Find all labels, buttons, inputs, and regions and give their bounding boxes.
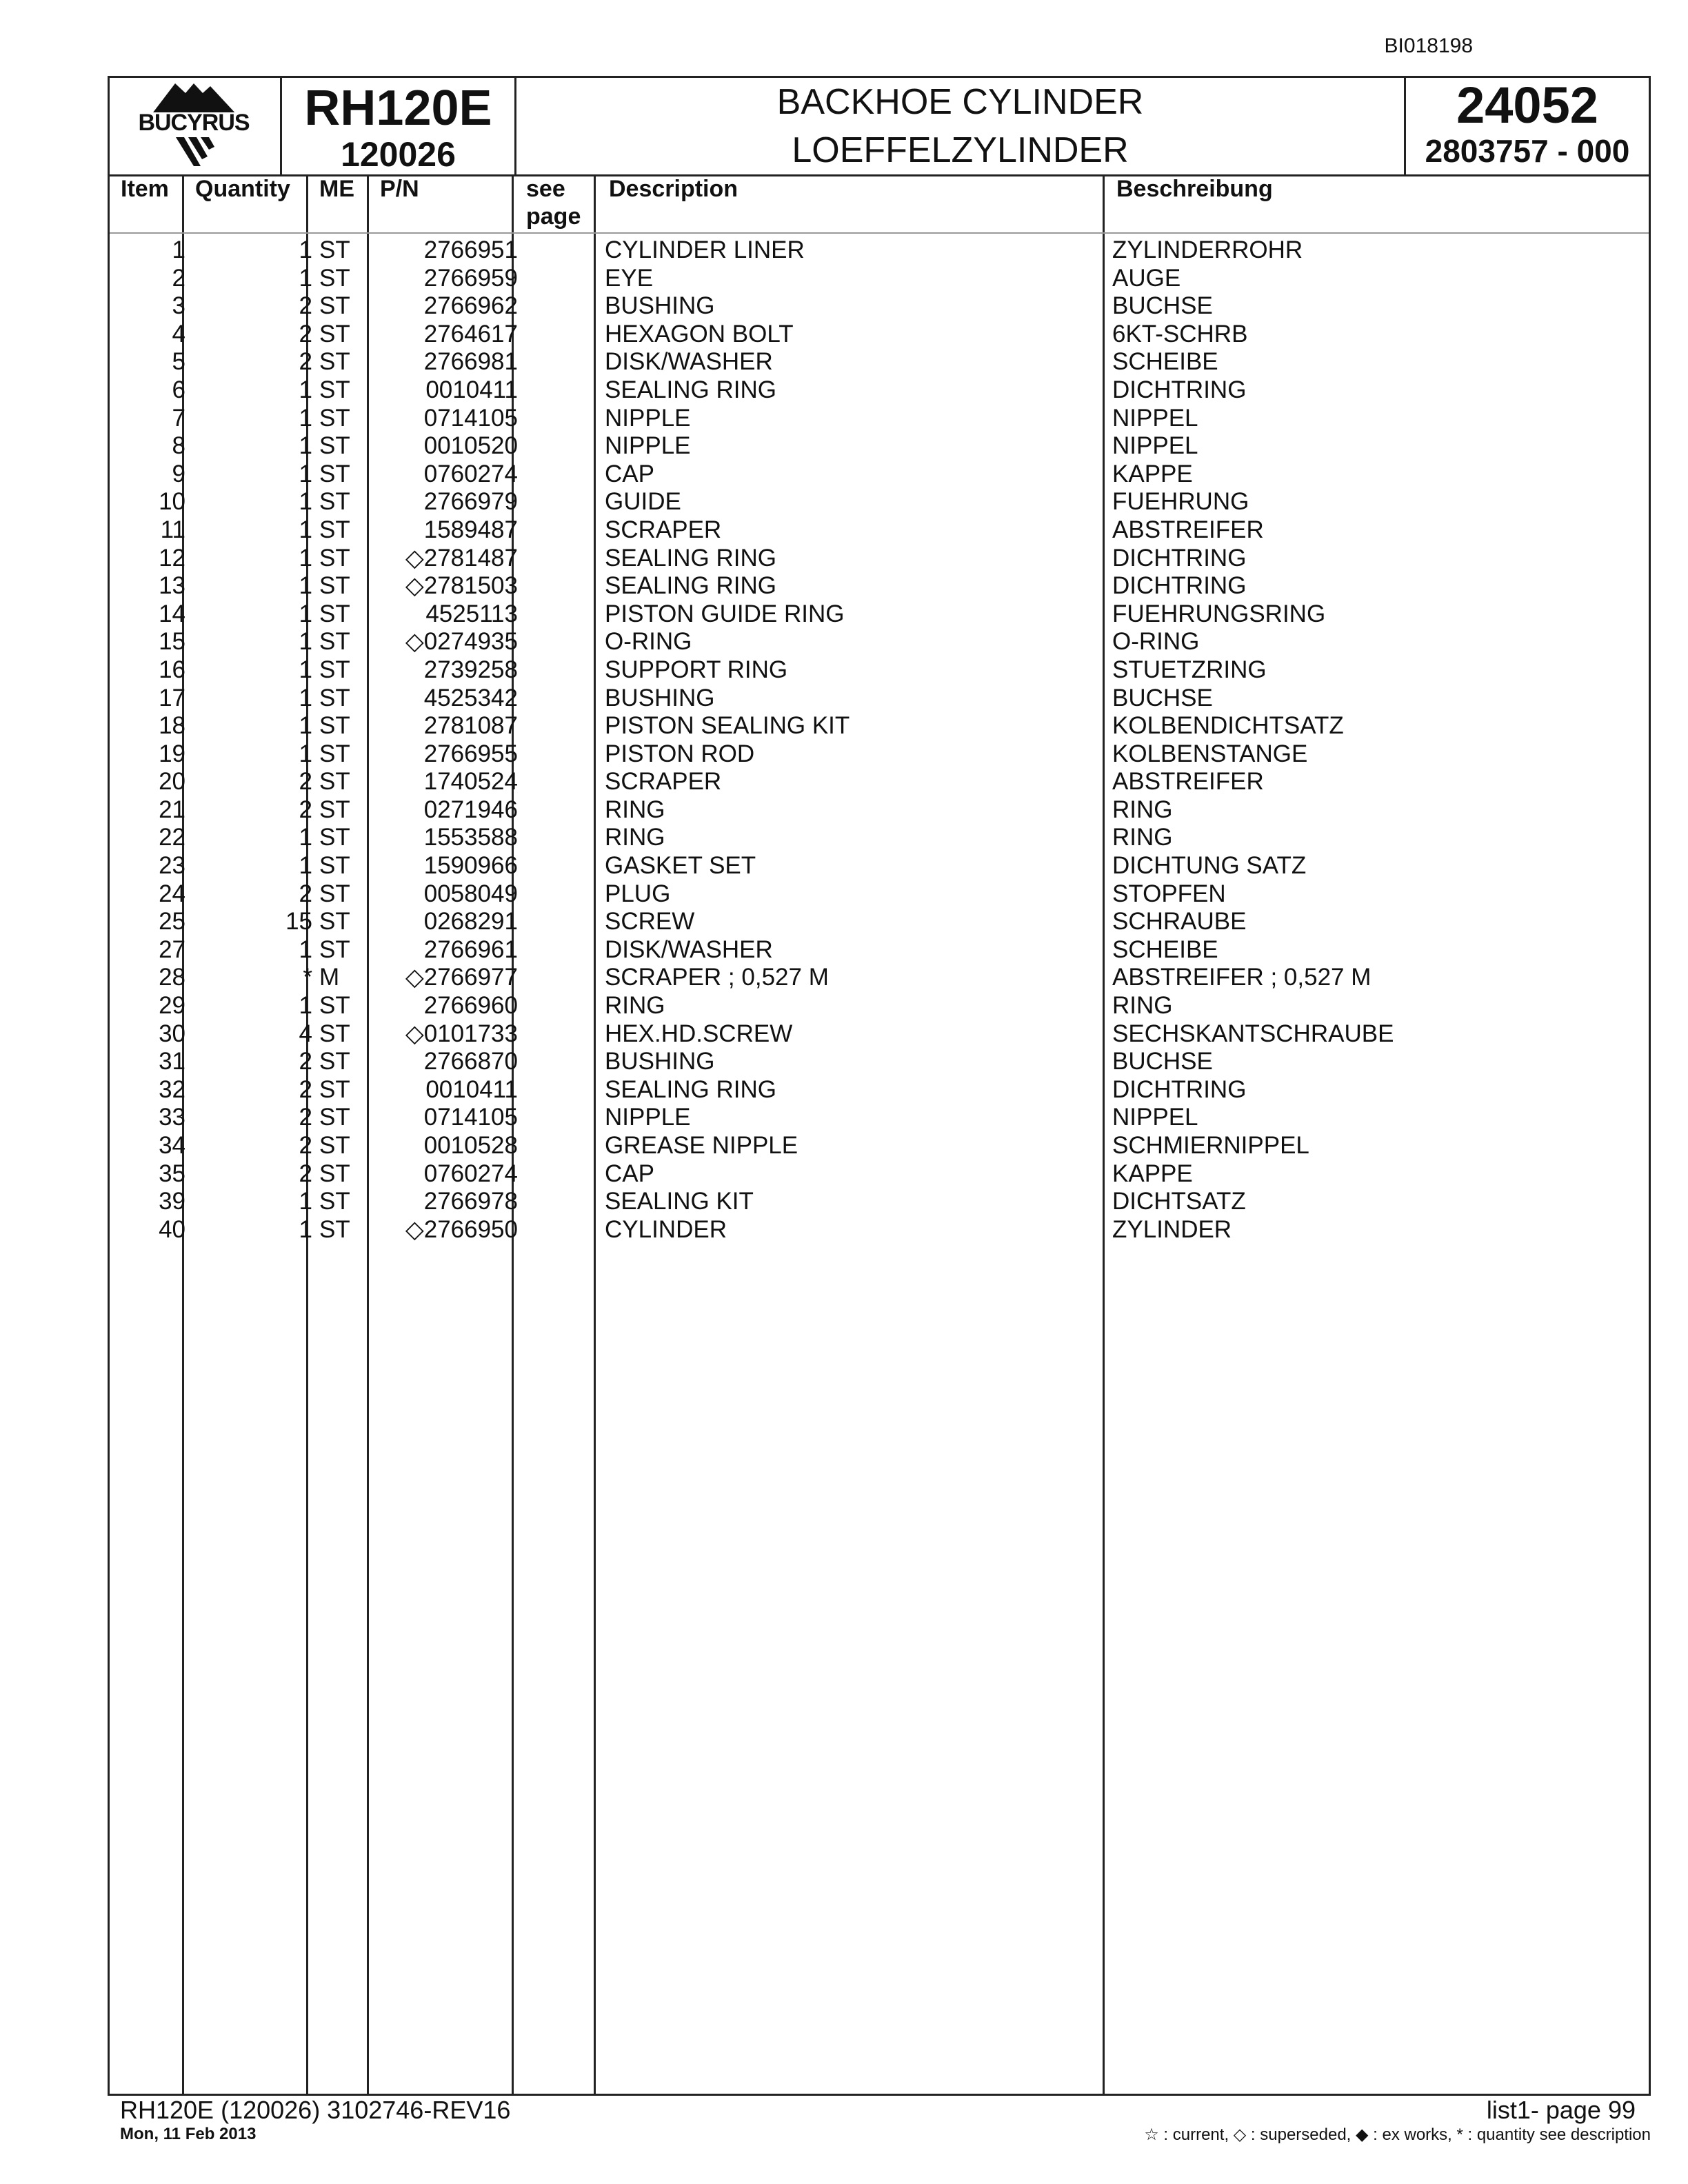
cell-quantity: 1: [299, 264, 312, 292]
header-pn: P/N: [380, 176, 419, 202]
cell-beschreibung: ZYLINDER: [1112, 1215, 1232, 1243]
table-row: [110, 461, 1649, 489]
table-row: [110, 572, 1649, 600]
cell-quantity: 1: [299, 600, 312, 627]
cell-beschreibung: DICHTRING: [1112, 1075, 1247, 1103]
cell-quantity: 2: [299, 880, 312, 907]
cell-part-number: 0714105: [423, 1104, 518, 1131]
cell-beschreibung: BUCHSE: [1112, 684, 1213, 711]
document-subnumber: 2803757 - 000: [1425, 133, 1630, 169]
cell-beschreibung: DICHTSATZ: [1112, 1188, 1246, 1215]
cell-part-number: ◇2766950: [405, 1215, 518, 1243]
table-row: [110, 321, 1649, 349]
cell-unit: ST: [319, 1188, 350, 1215]
footer-date: Mon, 11 Feb 2013: [120, 2125, 257, 2143]
cell-item-number: 15: [159, 628, 185, 656]
table-row: [110, 824, 1649, 852]
model-serial: 120026: [341, 135, 456, 174]
header-item: Item: [121, 176, 169, 202]
cell-item-number: 17: [159, 684, 185, 711]
cell-quantity: 2: [299, 1075, 312, 1103]
cell-quantity: 1: [299, 460, 312, 487]
cell-beschreibung: RING: [1112, 992, 1173, 1020]
cell-quantity: 2: [299, 348, 312, 376]
cell-beschreibung: ABSTREIFER: [1112, 516, 1264, 543]
cell-part-number: 1740524: [423, 768, 518, 796]
cell-part-number: 2766961: [423, 936, 518, 963]
table-row: [110, 656, 1649, 685]
cell-item-number: 27: [159, 936, 185, 963]
table-row: [110, 908, 1649, 936]
cell-beschreibung: BUCHSE: [1112, 1048, 1213, 1075]
cell-unit: ST: [319, 404, 350, 432]
cell-description: RING: [605, 824, 665, 851]
cell-item-number: 7: [172, 404, 185, 432]
cell-part-number: 2766981: [423, 348, 518, 376]
parts-list-frame: [108, 76, 1651, 2096]
cell-item-number: 33: [159, 1104, 185, 1131]
cell-item-number: 28: [159, 964, 185, 991]
table-row: [110, 768, 1649, 796]
cell-beschreibung: AUGE: [1112, 264, 1181, 292]
cell-part-number: ◇2781503: [405, 572, 518, 600]
cell-item-number: 8: [172, 432, 185, 460]
cell-beschreibung: SCHMIERNIPPEL: [1112, 1132, 1309, 1159]
cell-part-number: 4525113: [425, 600, 518, 627]
cell-item-number: 10: [159, 488, 185, 516]
cell-unit: ST: [319, 376, 350, 403]
cell-unit: ST: [319, 824, 350, 851]
cell-unit: ST: [319, 432, 350, 460]
cell-description: NIPPLE: [605, 432, 691, 460]
cell-description: SEALING KIT: [605, 1188, 754, 1215]
cell-quantity: 2: [299, 1132, 312, 1159]
cell-item-number: 25: [159, 908, 185, 936]
header-me: ME: [319, 176, 354, 202]
cell-unit: ST: [319, 628, 350, 656]
cell-description: GREASE NIPPLE: [605, 1132, 798, 1159]
bucyrus-logo: [110, 78, 282, 174]
cell-description: RING: [605, 796, 665, 823]
cell-unit: ST: [319, 572, 350, 600]
cell-part-number: 0010411: [425, 376, 518, 403]
cell-description: CAP: [605, 1160, 654, 1187]
cell-part-number: ◇2781487: [405, 544, 518, 572]
cell-unit: ST: [319, 264, 350, 292]
cell-beschreibung: DICHTUNG SATZ: [1112, 852, 1307, 880]
cell-part-number: 2781087: [423, 712, 518, 740]
cell-description: SUPPORT RING: [605, 656, 788, 683]
cell-beschreibung: SCHRAUBE: [1112, 908, 1247, 936]
cell-part-number: 2764617: [423, 320, 518, 347]
cell-description: SEALING RING: [605, 572, 776, 600]
bucyrus-logo-icon: [110, 78, 278, 172]
table-row: [110, 405, 1649, 433]
table-row: [110, 1076, 1649, 1104]
cell-item-number: 34: [159, 1132, 185, 1159]
cell-unit: ST: [319, 908, 350, 936]
cell-beschreibung: SCHEIBE: [1112, 936, 1218, 963]
cell-item-number: 39: [159, 1188, 185, 1215]
cell-beschreibung: ZYLINDERROHR: [1112, 236, 1303, 263]
table-row: [110, 1188, 1649, 1216]
cell-part-number: 0760274: [423, 460, 518, 487]
cell-quantity: 1: [299, 824, 312, 851]
cell-item-number: 21: [159, 796, 185, 823]
cell-unit: ST: [319, 1020, 350, 1047]
header-description: Description: [609, 176, 738, 202]
cell-beschreibung: SECHSKANTSCHRAUBE: [1112, 1020, 1394, 1047]
cell-beschreibung: DICHTRING: [1112, 544, 1247, 572]
cell-quantity: 1: [299, 656, 312, 683]
cell-description: NIPPLE: [605, 404, 691, 432]
title-german: LOEFFELZYLINDER: [792, 130, 1129, 170]
cell-description: HEXAGON BOLT: [605, 320, 794, 347]
cell-beschreibung: KAPPE: [1112, 1160, 1193, 1187]
cell-item-number: 16: [159, 656, 185, 683]
document-number-block: [1406, 78, 1649, 174]
table-row: [110, 516, 1649, 545]
cell-part-number: 4525342: [423, 684, 518, 711]
cell-item-number: 18: [159, 712, 185, 740]
cell-unit: ST: [319, 460, 350, 487]
table-row: [110, 376, 1649, 405]
table-row: [110, 1160, 1649, 1189]
cell-item-number: 4: [172, 320, 185, 347]
cell-description: CAP: [605, 460, 654, 487]
cell-description: SCRAPER: [605, 768, 722, 796]
cell-description: SCREW: [605, 908, 695, 936]
cell-item-number: 3: [172, 292, 185, 320]
cell-unit: ST: [319, 768, 350, 796]
table-row: [110, 796, 1649, 825]
table-row: [110, 852, 1649, 880]
cell-part-number: 0058049: [423, 880, 518, 907]
cell-unit: ST: [319, 740, 350, 767]
cell-item-number: 14: [159, 600, 185, 627]
cell-quantity: 1: [299, 1215, 312, 1243]
cell-quantity: 2: [299, 768, 312, 796]
cell-description: DISK/WASHER: [605, 936, 773, 963]
cell-item-number: 40: [159, 1215, 185, 1243]
cell-part-number: 0010520: [423, 432, 518, 460]
cell-unit: ST: [319, 516, 350, 543]
cell-part-number: 1589487: [423, 516, 518, 543]
cell-description: HEX.HD.SCREW: [605, 1020, 793, 1047]
table-row: [110, 265, 1649, 293]
cell-description: SCRAPER ; 0,527 M: [605, 964, 829, 991]
cell-beschreibung: BUCHSE: [1112, 292, 1213, 320]
cell-description: CYLINDER: [605, 1215, 727, 1243]
cell-unit: ST: [319, 544, 350, 572]
cell-item-number: 23: [159, 852, 185, 880]
column-headers: [110, 174, 1649, 234]
cell-part-number: 0271946: [423, 796, 518, 823]
cell-beschreibung: KOLBENSTANGE: [1112, 740, 1308, 767]
table-row: [110, 545, 1649, 573]
cell-unit: ST: [319, 292, 350, 320]
cell-item-number: 30: [159, 1020, 185, 1047]
cell-quantity: 2: [299, 1048, 312, 1075]
cell-item-number: 11: [160, 516, 185, 543]
document-id: BI018198: [1384, 34, 1473, 57]
cell-quantity: 1: [299, 488, 312, 516]
cell-unit: ST: [319, 236, 350, 263]
cell-item-number: 19: [159, 740, 185, 767]
parts-table-body: [110, 236, 1649, 1244]
cell-beschreibung: O-RING: [1112, 628, 1200, 656]
cell-unit: ST: [319, 712, 350, 740]
cell-quantity: 1: [299, 740, 312, 767]
title-english: BACKHOE CYLINDER: [776, 82, 1144, 122]
cell-quantity: 4: [299, 1020, 312, 1047]
cell-part-number: 1553588: [423, 824, 518, 851]
table-row: [110, 432, 1649, 461]
cell-unit: ST: [319, 488, 350, 516]
table-row: [110, 964, 1649, 992]
table-row: [110, 1104, 1649, 1132]
cell-part-number: 2766960: [423, 992, 518, 1020]
cell-item-number: 29: [159, 992, 185, 1020]
cell-description: BUSHING: [605, 292, 715, 320]
table-row: [110, 880, 1649, 909]
cell-quantity: 1: [299, 432, 312, 460]
cell-part-number: 0714105: [423, 404, 518, 432]
cell-item-number: 31: [159, 1048, 185, 1075]
table-row: [110, 236, 1649, 265]
cell-description: SEALING RING: [605, 376, 776, 403]
table-row: [110, 292, 1649, 321]
cell-unit: ST: [319, 796, 350, 823]
cell-description: GUIDE: [605, 488, 681, 516]
cell-description: SEALING RING: [605, 1075, 776, 1103]
cell-part-number: 2739258: [423, 656, 518, 683]
cell-item-number: 22: [159, 824, 185, 851]
header: [110, 78, 1649, 176]
cell-unit: ST: [319, 880, 350, 907]
cell-beschreibung: FUEHRUNGSRING: [1112, 600, 1326, 627]
cell-unit: ST: [319, 600, 350, 627]
cell-quantity: 1: [299, 572, 312, 600]
cell-beschreibung: NIPPEL: [1112, 1104, 1198, 1131]
cell-part-number: 1590966: [423, 852, 518, 880]
cell-quantity: 1: [299, 376, 312, 403]
cell-part-number: 2766962: [423, 292, 518, 320]
table-row: [110, 1020, 1649, 1049]
cell-part-number: 2766978: [423, 1188, 518, 1215]
cell-unit: ST: [319, 1048, 350, 1075]
logo-text: BUCYRUS: [138, 110, 250, 136]
cell-beschreibung: KOLBENDICHTSATZ: [1112, 712, 1344, 740]
cell-item-number: 12: [159, 544, 185, 572]
cell-unit: ST: [319, 320, 350, 347]
cell-part-number: 0010411: [425, 1075, 518, 1103]
cell-beschreibung: SCHEIBE: [1112, 348, 1218, 376]
cell-part-number: ◇0101733: [405, 1020, 518, 1047]
cell-beschreibung: RING: [1112, 824, 1173, 851]
table-row: [110, 488, 1649, 516]
cell-item-number: 24: [159, 880, 185, 907]
table-row: [110, 628, 1649, 656]
cell-unit: ST: [319, 992, 350, 1020]
cell-part-number: 2766951: [423, 236, 518, 263]
cell-description: RING: [605, 992, 665, 1020]
cell-part-number: 2766979: [423, 488, 518, 516]
cell-item-number: 13: [159, 572, 185, 600]
cell-item-number: 2: [172, 264, 185, 292]
cell-item-number: 6: [172, 376, 185, 403]
cell-beschreibung: NIPPEL: [1112, 404, 1198, 432]
header-beschreibung: Beschreibung: [1116, 176, 1273, 202]
table-row: [110, 1216, 1649, 1244]
header-see: see: [526, 176, 565, 202]
cell-part-number: 0760274: [423, 1160, 518, 1187]
cell-unit: ST: [319, 1215, 350, 1243]
cell-description: DISK/WASHER: [605, 348, 773, 376]
cell-part-number: 2766959: [423, 264, 518, 292]
cell-quantity: 1: [299, 936, 312, 963]
cell-beschreibung: STOPFEN: [1112, 880, 1226, 907]
cell-description: NIPPLE: [605, 1104, 691, 1131]
cell-quantity: *: [303, 964, 312, 991]
cell-item-number: 9: [172, 460, 185, 487]
title-block: [516, 78, 1406, 174]
cell-item-number: 35: [159, 1160, 185, 1187]
cell-quantity: 1: [299, 684, 312, 711]
table-row: [110, 740, 1649, 769]
cell-unit: ST: [319, 1132, 350, 1159]
cell-quantity: 2: [299, 292, 312, 320]
cell-quantity: 1: [299, 404, 312, 432]
cell-part-number: 2766955: [423, 740, 518, 767]
cell-beschreibung: DICHTRING: [1112, 572, 1247, 600]
table-row: [110, 685, 1649, 713]
table-row: [110, 348, 1649, 376]
table-row: [110, 992, 1649, 1020]
cell-part-number: ◇2766977: [405, 964, 518, 991]
cell-quantity: 1: [299, 992, 312, 1020]
cell-unit: ST: [319, 656, 350, 683]
cell-description: GASKET SET: [605, 852, 756, 880]
cell-description: O-RING: [605, 628, 692, 656]
cell-part-number: 0010528: [423, 1132, 518, 1159]
cell-unit: ST: [319, 1075, 350, 1103]
cell-description: EYE: [605, 264, 654, 292]
cell-description: PISTON GUIDE RING: [605, 600, 845, 627]
table-row: [110, 600, 1649, 629]
cell-quantity: 1: [299, 544, 312, 572]
cell-beschreibung: RING: [1112, 796, 1173, 823]
cell-part-number: 2766870: [423, 1048, 518, 1075]
cell-description: PISTON SEALING KIT: [605, 712, 850, 740]
cell-beschreibung: DICHTRING: [1112, 376, 1247, 403]
cell-item-number: 32: [159, 1075, 185, 1103]
cell-item-number: 20: [159, 768, 185, 796]
cell-part-number: ◇0274935: [405, 628, 518, 656]
cell-beschreibung: NIPPEL: [1112, 432, 1198, 460]
table-row: [110, 1048, 1649, 1076]
cell-quantity: 2: [299, 796, 312, 823]
cell-unit: ST: [319, 1160, 350, 1187]
model-block: [282, 78, 516, 174]
cell-description: CYLINDER LINER: [605, 236, 805, 263]
model-name: RH120E: [304, 81, 492, 136]
cell-quantity: 15: [285, 908, 312, 936]
cell-item-number: 5: [172, 348, 185, 376]
footer-page: list1- page 99: [1486, 2096, 1636, 2124]
cell-description: SCRAPER: [605, 516, 722, 543]
cell-beschreibung: ABSTREIFER ; 0,527 M: [1112, 964, 1372, 991]
cell-unit: M: [319, 964, 340, 991]
cell-description: PISTON ROD: [605, 740, 755, 767]
cell-beschreibung: ABSTREIFER: [1112, 768, 1264, 796]
header-quantity: Quantity: [195, 176, 290, 202]
cell-quantity: 1: [299, 1188, 312, 1215]
cell-quantity: 1: [299, 236, 312, 263]
cell-description: BUSHING: [605, 684, 715, 711]
header-page: page: [526, 203, 581, 230]
cell-quantity: 2: [299, 1160, 312, 1187]
cell-quantity: 1: [299, 712, 312, 740]
cell-part-number: 0268291: [423, 908, 518, 936]
table-row: [110, 712, 1649, 740]
cell-unit: ST: [319, 852, 350, 880]
footer-legend: ☆ : current, ◇ : superseded, ◆ : ex works, * : quantity see description: [1144, 2125, 1651, 2144]
cell-quantity: 1: [299, 628, 312, 656]
cell-beschreibung: 6KT-SCHRB: [1112, 320, 1248, 347]
cell-beschreibung: KAPPE: [1112, 460, 1193, 487]
document-number: 24052: [1456, 77, 1598, 134]
cell-unit: ST: [319, 1104, 350, 1131]
table-row: [110, 1132, 1649, 1160]
cell-quantity: 2: [299, 1104, 312, 1131]
cell-description: BUSHING: [605, 1048, 715, 1075]
footer-reference: RH120E (120026) 3102746-REV16: [120, 2096, 511, 2124]
cell-quantity: 2: [299, 320, 312, 347]
cell-unit: ST: [319, 936, 350, 963]
cell-quantity: 1: [299, 516, 312, 543]
cell-unit: ST: [319, 684, 350, 711]
table-row: [110, 936, 1649, 964]
cell-description: PLUG: [605, 880, 671, 907]
cell-description: SEALING RING: [605, 544, 776, 572]
cell-beschreibung: STUETZRING: [1112, 656, 1267, 683]
cell-quantity: 1: [299, 852, 312, 880]
cell-unit: ST: [319, 348, 350, 376]
cell-item-number: 1: [172, 236, 185, 263]
cell-beschreibung: FUEHRUNG: [1112, 488, 1249, 516]
